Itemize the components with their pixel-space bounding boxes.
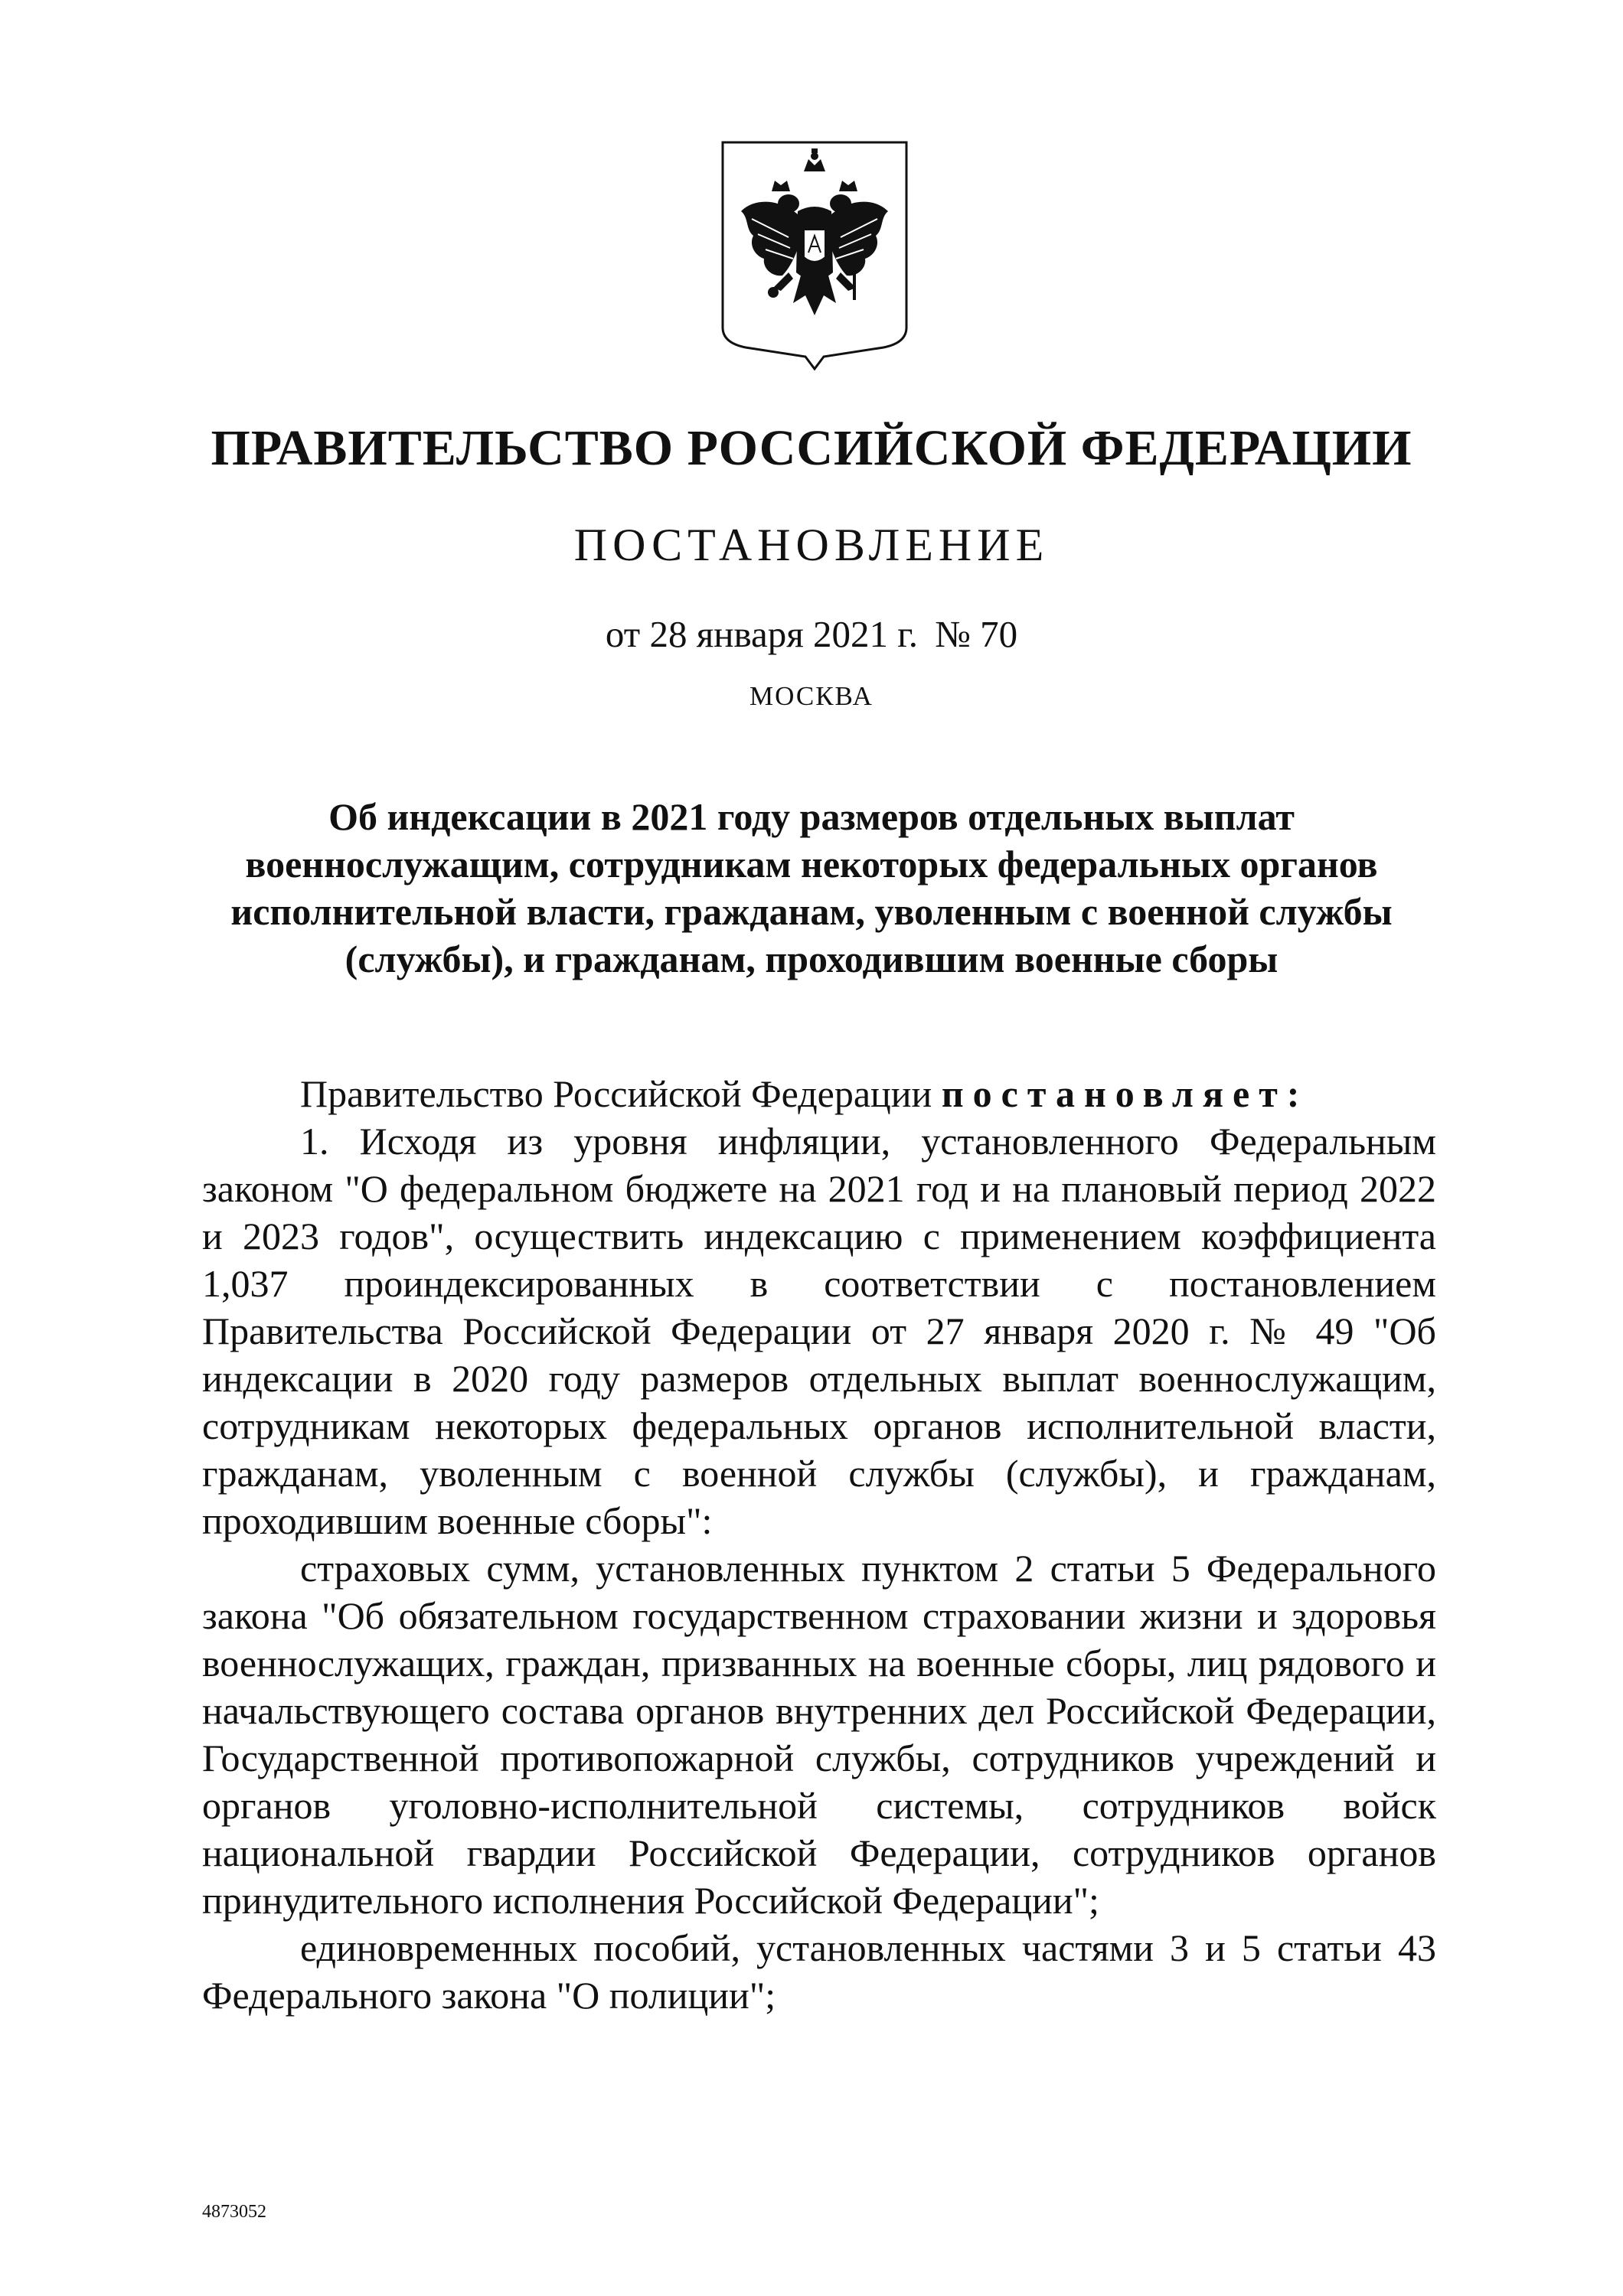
document-date: от 28 января 2021 г. [605, 613, 919, 655]
paragraph: страховых сумм, установленных пунктом 2 статьи 5 Федерального закона "Об обязательном государственном страховании жизни и здоровья военнослужащих, граждан, призванных на военные сборы, лиц рядового и начальствующего состава органов внутренних дел Российской Федерации, Государственной противопожарной службы, сотрудников учреждений и органов уголовно-исполнительной системы, сотрудников войск национальной гвардии Российской Федерации, сотрудников органов принудительного исполнения Российской Федерации"; [202, 1547, 1436, 1922]
russian-coat-of-arms-icon [718, 138, 911, 372]
document-date-line [0, 612, 1623, 656]
document-city: МОСКВА [749, 681, 874, 711]
decree-intro [202, 1070, 1436, 1117]
heading-line: военнослужащим, сотрудникам некоторых федеральных органов [245, 843, 1378, 885]
heading-line: (службы), и гражданам, проходившим военные сборы [345, 938, 1278, 980]
document-type: ПОСТАНОВЛЕНИЕ [573, 520, 1050, 570]
paragraph: единовременных пособий, установленных частями 3 и 5 статьи 43 Федерального закона "О полиции"; [202, 1926, 1436, 2017]
document-heading [199, 793, 1424, 983]
heading-line: исполнительной власти, гражданам, уволенным с военной службы [230, 890, 1393, 933]
government-title: ПРАВИТЕЛЬСТВО РОССИЙСКОЙ ФЕДЕРАЦИИ [211, 420, 1412, 476]
decree-word: постановляет: [941, 1072, 1309, 1115]
document-body [202, 1070, 1436, 2019]
heading-line: Об индексации в 2021 году размеров отдельных выплат [328, 795, 1295, 838]
paragraph: 1. Исходя из уровня инфляции, установленного Федеральным законом "О федеральном бюджете на 2021 год и на плановый период 2022 и 2023 годов", осуществить индексацию с применением коэффициента 1,037 проиндексированных в соответствии с постановлением Правительства Российской Федерации от 27 января 2020 г. № 49 "Об индексации в 2020 году размеров отдельных выплат военнослужащим, сотрудникам некоторых федеральных органов исполнительной власти, гражданам, уволенным с военной службы (службы), и гражданам, проходившим военные сборы": [202, 1120, 1436, 1542]
document-number: № 70 [935, 613, 1018, 655]
document-code: 4873052 [202, 2202, 266, 2222]
decree-intro-text: Правительство Российской Федерации [300, 1072, 932, 1115]
